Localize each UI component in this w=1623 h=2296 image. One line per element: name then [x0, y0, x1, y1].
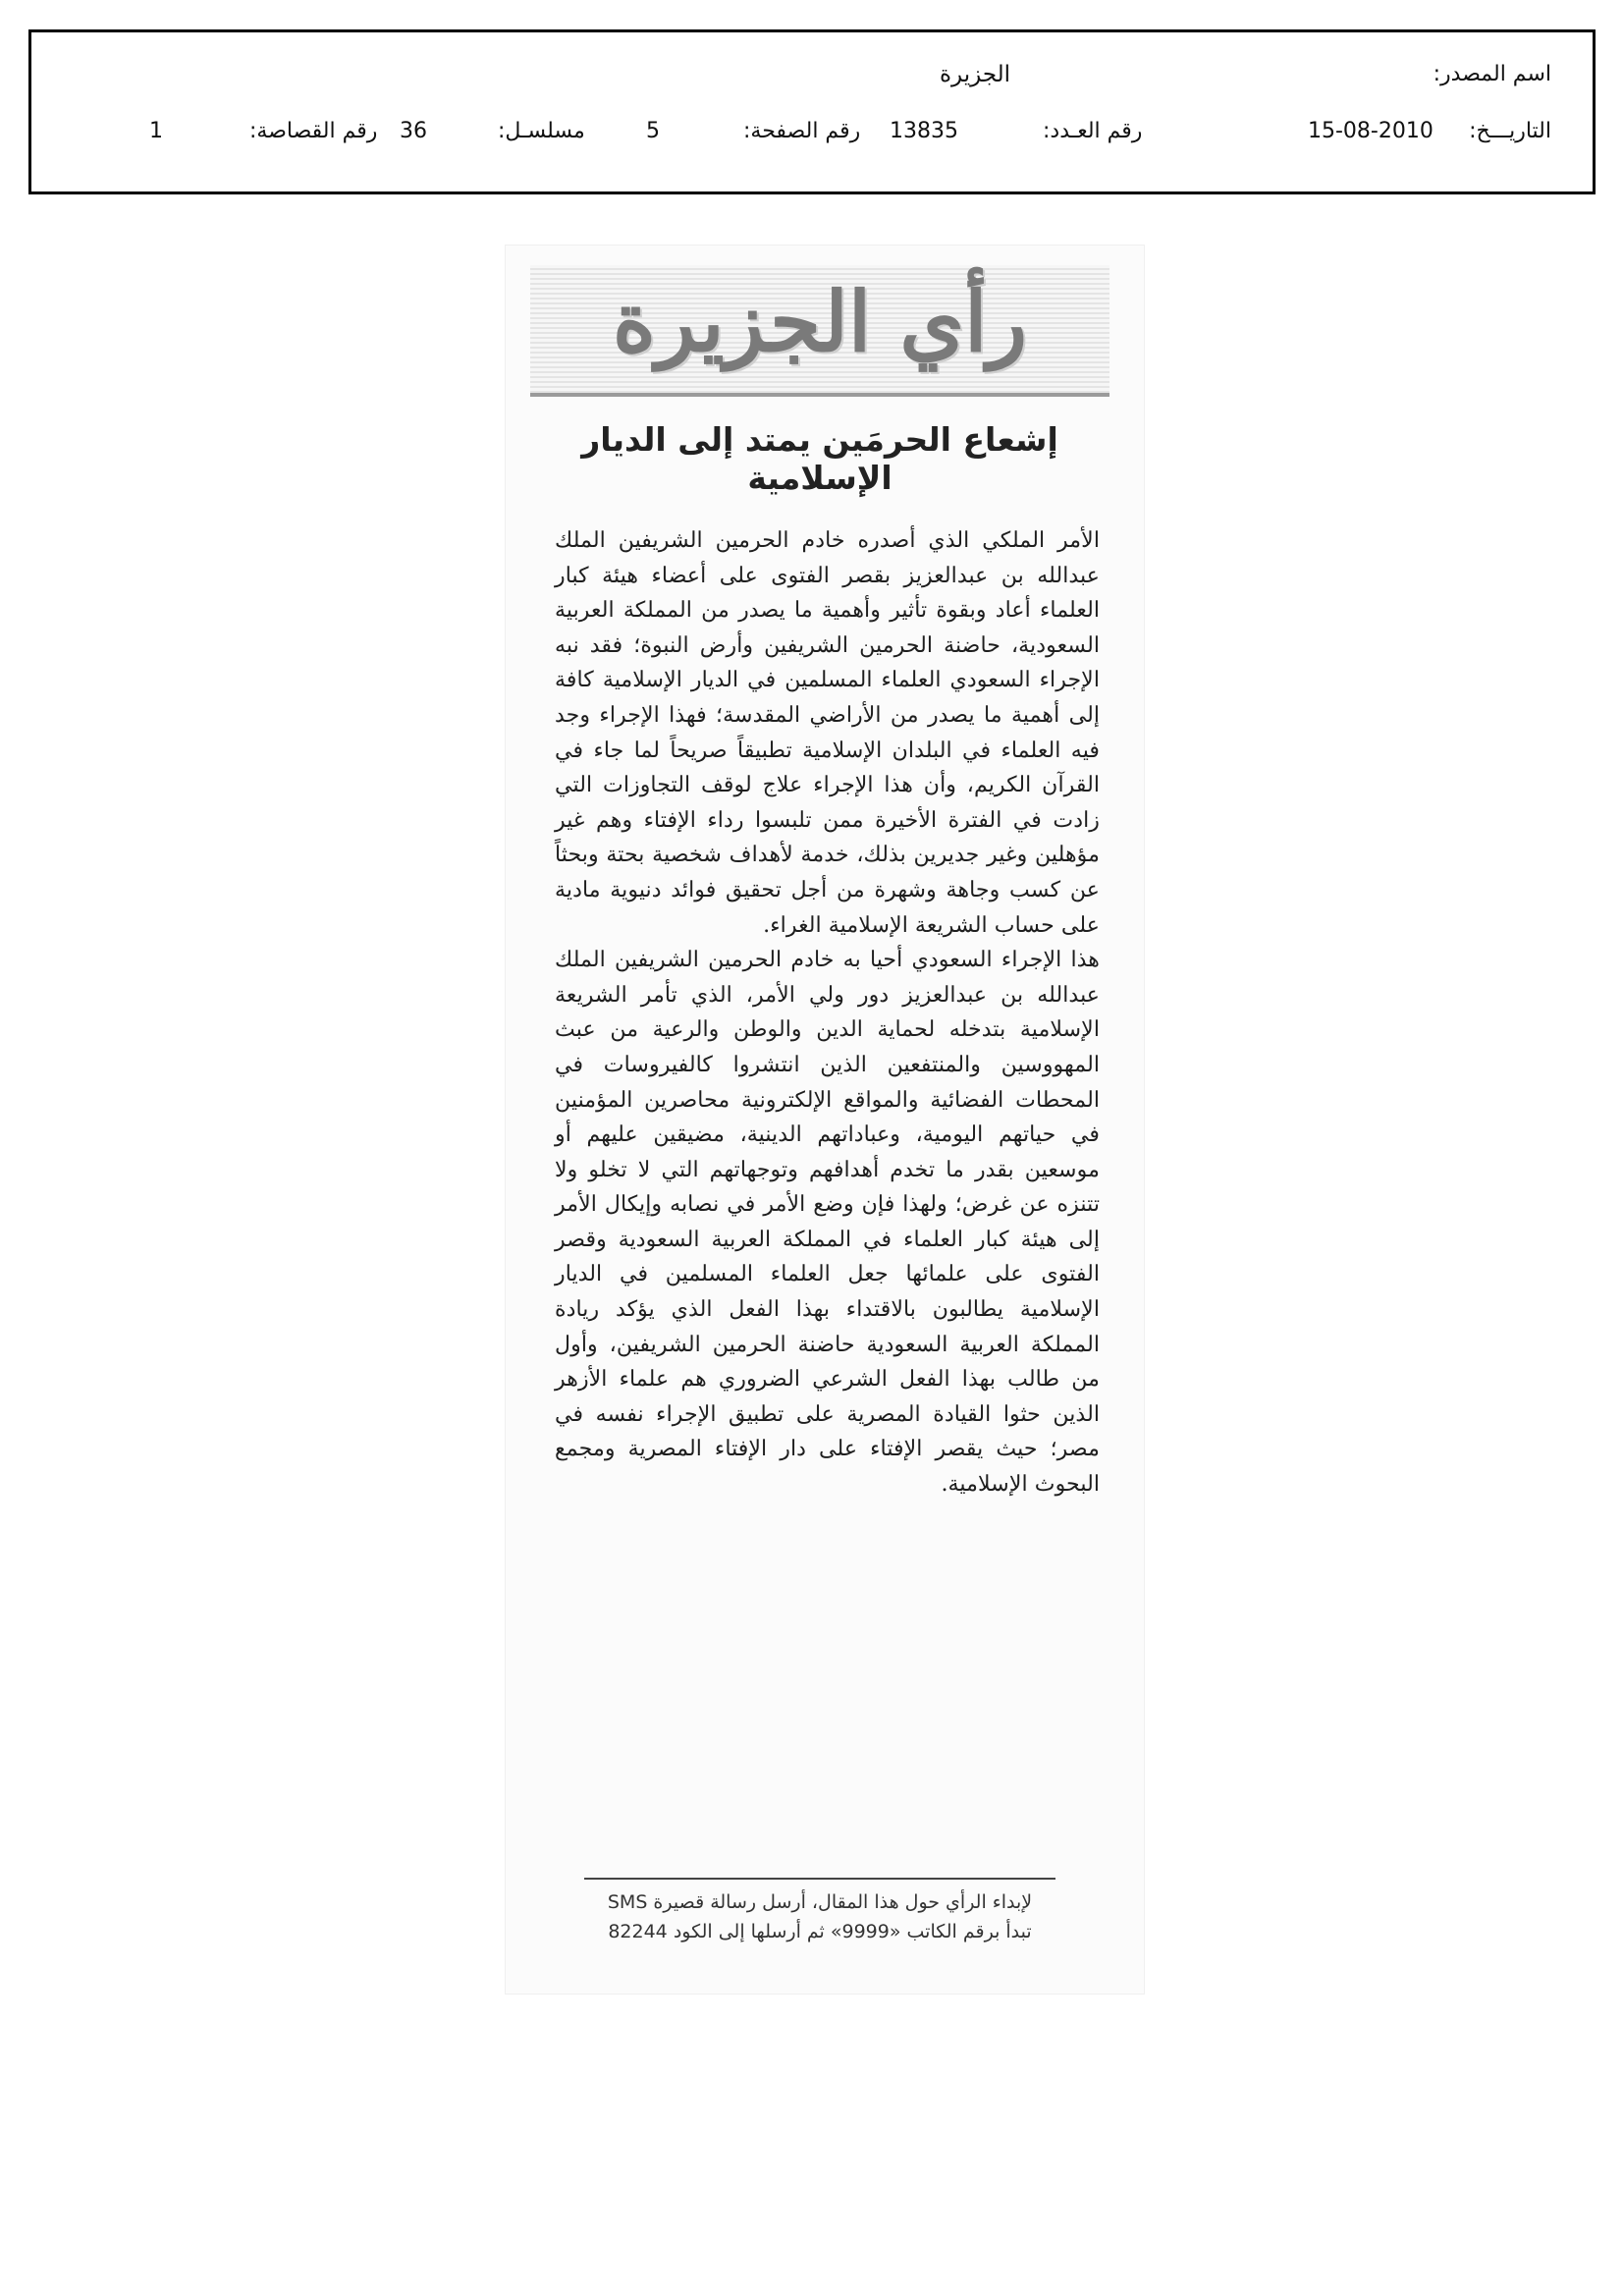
serial-value: 36 [400, 119, 427, 143]
date-label: التاريـــخ: [1469, 119, 1551, 143]
issue-label: رقم العـدد: [1043, 119, 1143, 143]
newspaper-clipping [506, 246, 1144, 1994]
date-value: 15-08-2010 [1308, 119, 1434, 143]
source-value: الجزيرة [940, 62, 1011, 87]
article-body [555, 523, 1100, 1503]
document-info-box [28, 29, 1596, 194]
sms-note-line1: لإبداء الرأي حول هذا المقال، أرسل رسالة قصيرة SMS [607, 1891, 1033, 1913]
page-value: 5 [646, 119, 660, 143]
masthead-title: رأي الجزيرة [612, 273, 1028, 370]
source-label: اسم المصدر: [1433, 62, 1551, 86]
clip-value: 1 [149, 119, 163, 143]
article-paragraph: هذا الإجراء السعودي أحيا به خادم الحرمين الشريفين الملك عبدالله بن عبدالعزيز دور ولي الأمر، الذي تأمر الشريعة الإسلامية بتدخله لحماية الدين والوطن والرعية من عبث المهووسين والمنتفعين الذين انتشروا كالفيروسات في المحطات الفضائية والمواقع الإلكترونية محاصرين المؤمنين في حياتهم اليومية، وعباداتهم الدينية، مضيقين عليهم أو موسعين بقدر ما تخدم أهدافهم وتوجهاتهم التي لا تخلو ولا تتنزه عن غرض؛ ولهذا فإن وضع الأمر في نصابه وإيكال الأمر إلى هيئة كبار العلماء في المملكة العربية السعودية وقصر الفتوى على علمائها جعل العلماء المسلمين في الديار الإسلامية يطالبون بالاقتداء بهذا الفعل الذي يؤكد ريادة المملكة العربية السعودية حاضنة الحرمين الشريفين، وأول من طالب بهذا الفعل الشرعي الضروري هم علماء الأزهر الذين حثوا القيادة المصرية على تطبيق الإجراء نفسه في مصر؛ حيث يقصر الإفتاء على دار الإفتاء المصرية ومجمع البحوث الإسلامية. [555, 947, 1100, 1498]
sms-note-line2: تبدأ برقم الكاتب «9999» ثم أرسلها إلى الكود 82244 [608, 1921, 1032, 1942]
page-label: رقم الصفحة: [743, 119, 861, 143]
serial-label: مسلسـل: [498, 119, 585, 143]
article-paragraph: الأمر الملكي الذي أصدره خادم الحرمين الشريفين الملك عبدالله بن عبدالعزيز بقصر الفتوى على أعضاء هيئة كبار العلماء أعاد وبقوة تأثير وأهمية ما يصدر من المملكة العربية السعودية، حاضنة الحرمين الشريفين وأرض النبوة؛ فقد نبه الإجراء السعودي العلماء المسلمين في الديار الإسلامية كافة إلى أهمية ما يصدر من الأراضي المقدسة؛ فهذا الإجراء وجد فيه العلماء في البلدان الإسلامية تطبيقاً صريحاً لما جاء في القرآن الكريم، وأن هذا الإجراء علاج لوقف التجاوزات التي زادت في الفترة الأخيرة ممن تلبسوا رداء الإفتاء وهم غير مؤهلين وغير جديرين بذلك، خدمة لأهداف شخصية بحتة وبحثاً عن كسب وجاهة وشهرة من أجل تحقيق فوائد دنيوية مادية على حساب الشريعة الإسلامية الغراء. [555, 527, 1100, 938]
divider [584, 1878, 1055, 1880]
sms-note [574, 1887, 1065, 1946]
clip-label: رقم القصاصة: [249, 119, 378, 143]
issue-value: 13835 [890, 119, 958, 143]
article-headline: إشعاع الحرمَين يمتد إلى الديار الإسلامية [581, 420, 1058, 497]
masthead-banner [530, 265, 1109, 397]
